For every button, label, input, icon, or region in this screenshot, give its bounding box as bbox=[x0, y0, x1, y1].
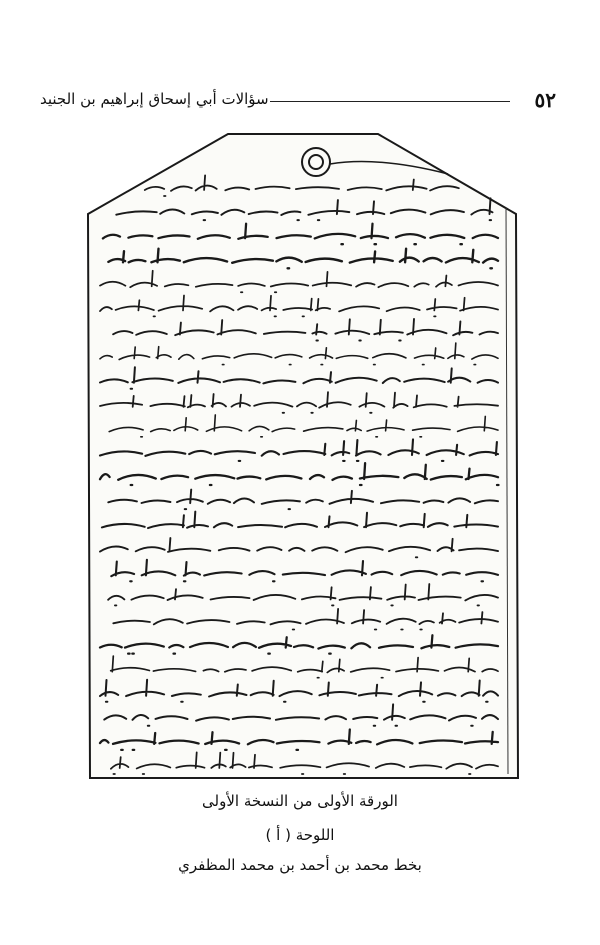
page-number: ٥٢ bbox=[534, 88, 556, 112]
manuscript-image bbox=[78, 126, 524, 786]
manuscript-page-outline bbox=[88, 134, 518, 778]
running-title: سؤالات أبي إسحاق إبراهيم بن الجنيد bbox=[40, 90, 269, 108]
page-header bbox=[40, 88, 556, 118]
caption-plate: اللوحة ( أ ) bbox=[265, 826, 335, 844]
caption-scribe: بخط محمد بن أحمد بن محمد المظفري bbox=[178, 856, 422, 874]
caption-folio: الورقة الأولى من النسخة الأولى bbox=[202, 792, 398, 810]
manuscript-svg bbox=[78, 126, 524, 786]
header-rule bbox=[270, 101, 510, 102]
